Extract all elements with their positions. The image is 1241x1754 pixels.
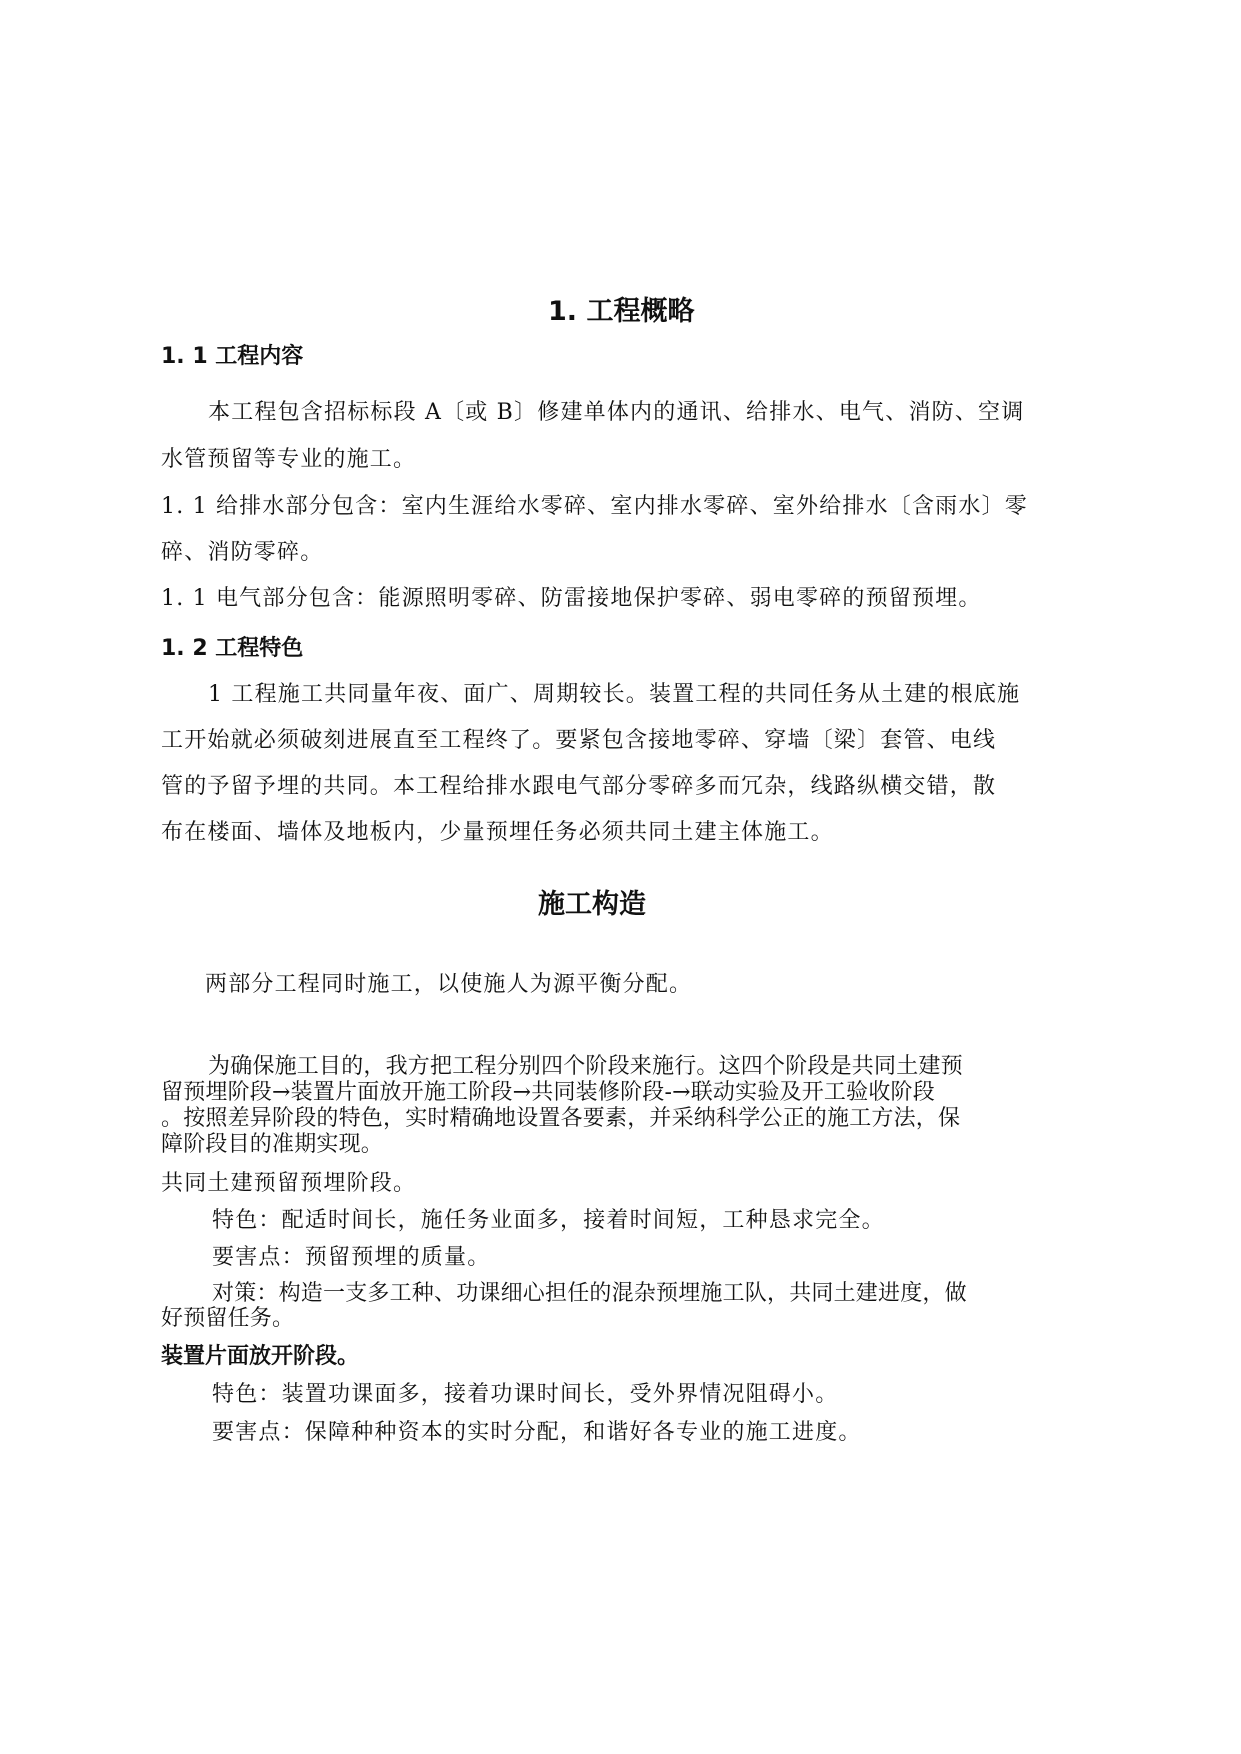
stage-key-point: 要害点：保障种种资本的实时分配，和谐好各专业的施工进度。 [212,1420,862,1445]
stage-heading: 共同土建预留预埋阶段。 [161,1171,417,1196]
stage-measure: 好预留任务。 [161,1306,295,1331]
paragraph-line: 本工程包含招标标段 A〔或 B〕修建单体内的通讯、给排水、电气、消防、空调 [208,400,1025,425]
stage-measure: 对策：构造一支多工种、功课细心担任的混杂预埋施工队，共同土建进度，做 [212,1281,967,1306]
paragraph-line: 两部分工程同时施工，以使施人为源平衡分配。 [205,972,693,997]
heading-1-2: 1. 2 工程特色 [161,636,304,661]
stage-feature: 特色：配适时间长，施任务业面多，接着时间短，工种恳求完全。 [212,1208,885,1233]
paragraph-line: 管的予留予埋的共同。本工程给排水跟电气部分零碎多而冗杂，线路纵横交错，散 [161,774,997,799]
stage-key-point: 要害点：预留预埋的质量。 [212,1245,491,1270]
paragraph-line: 障阶段目的准期实现。 [161,1132,384,1157]
paragraph-line: 留预埋阶段→装置片面放开施工阶段→共同装修阶段-→联动实验及开工验收阶段 [161,1080,935,1105]
paragraph-line: 为确保施工目的，我方把工程分别四个阶段来施行。这四个阶段是共同土建预 [208,1054,963,1079]
heading-1-1: 1. 1 工程内容 [161,344,304,369]
paragraph-line: 布在楼面、墙体及地板内，少量预埋任务必须共同土建主体施工。 [161,820,834,845]
stage-heading-bold: 装置片面放开阶段。 [161,1344,360,1369]
paragraph-line: 1. 1 给排水部分包含：室内生涯给水零碎、室内排水零碎、室外给排水〔含雨水〕零 [161,494,1028,519]
stage-feature: 特色：装置功课面多，接着功课时间长，受外界情况阻碍小。 [212,1382,839,1407]
section-title: 1. 工程概略 [548,296,695,327]
paragraph-line: 1. 1 电气部分包含：能源照明零碎、防雷接地保护零碎、弱电零碎的预留预埋。 [161,586,982,611]
paragraph-line: 工开始就必须破刻进展直至工程终了。要紧包含接地零碎、穿墙〔梁〕套管、电线 [161,728,997,753]
paragraph-line: 。按照差异阶段的特色，实时精确地设置各要素，并采纳科学公正的施工方法，保 [161,1106,961,1131]
paragraph-line: 碎、消防零碎。 [161,540,324,565]
section-title-2: 施工构造 [538,889,646,920]
paragraph-line: 水管预留等专业的施工。 [161,447,417,472]
paragraph-line: 1 工程施工共同量年夜、面广、周期较长。装置工程的共同任务从土建的根底施 [208,682,1021,707]
